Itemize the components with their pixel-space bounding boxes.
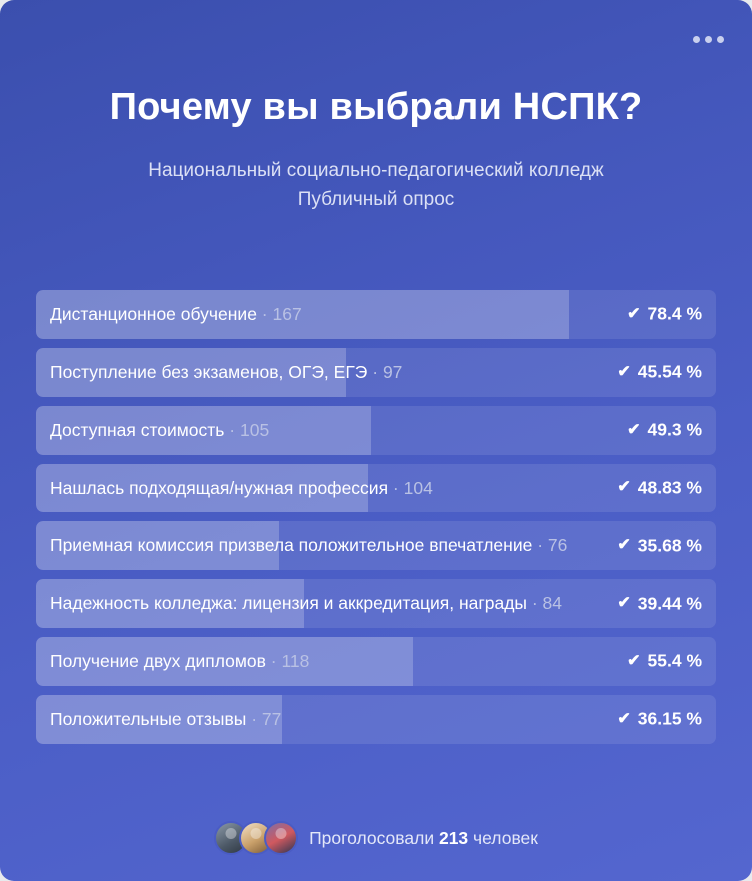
answer-percent-value: 45.54 % — [637, 361, 702, 382]
answer-label — [36, 348, 716, 397]
answer-percent — [617, 593, 702, 614]
poll-subtitle-line1: Национальный социально-педагогический колледж — [148, 159, 604, 181]
answer-percent — [617, 477, 702, 498]
answer-label — [36, 637, 716, 686]
check-icon: ✔ — [617, 594, 631, 612]
answer-vote-count: · 84 — [527, 593, 563, 614]
answer-label-text: Надежность колледжа: лицензия и аккредитация, награды — [50, 593, 527, 614]
poll-answer-option[interactable] — [36, 579, 716, 628]
answer-vote-count: · 118 — [265, 651, 310, 672]
voted-suffix: человек — [468, 827, 538, 848]
answer-percent-value: 78.4 % — [647, 303, 702, 324]
answer-vote-count: · 76 — [532, 535, 568, 556]
answer-percent-value: 39.44 % — [637, 593, 702, 614]
check-icon: ✔ — [627, 652, 641, 670]
poll-subtitle-line2: Публичный опрос — [297, 189, 455, 211]
poll-answer-option[interactable] — [36, 695, 716, 744]
answer-percent — [627, 651, 702, 672]
check-icon: ✔ — [617, 478, 631, 496]
answer-label-text: Дистанционное обучение — [50, 304, 257, 324]
answer-percent-value: 49.3 % — [647, 419, 702, 440]
answer-label-text: Нашлась подходящая/нужная профессия — [50, 477, 389, 498]
more-options-button[interactable] — [686, 26, 730, 52]
answer-percent — [627, 420, 702, 441]
voted-count-text — [309, 828, 538, 849]
answer-percent — [617, 362, 702, 383]
avatar — [264, 821, 298, 855]
answer-vote-count: · 77 — [246, 708, 282, 729]
more-dot-1 — [693, 36, 700, 43]
poll-answer-option[interactable] — [36, 348, 716, 397]
check-icon: ✔ — [627, 421, 641, 439]
answer-vote-count: · 167 — [256, 304, 302, 324]
answer-percent — [617, 709, 702, 730]
answer-label-text: Положительные отзывы — [50, 708, 247, 729]
voter-avatars — [214, 821, 298, 855]
more-dot-2 — [705, 36, 712, 43]
voted-prefix: Проголосовали — [309, 827, 439, 848]
check-icon: ✔ — [627, 305, 641, 323]
answer-label-text: Поступление без экзаменов, ОГЭ, ЕГЭ — [50, 361, 368, 382]
poll-answer-option[interactable] — [36, 637, 716, 686]
answer-percent — [617, 535, 702, 556]
voted-count: 213 — [438, 827, 469, 848]
poll-title: Почему вы выбрали НСПК? — [109, 86, 643, 128]
answer-label-text: Доступная стоимость — [50, 419, 225, 440]
answer-label — [36, 464, 716, 513]
answer-vote-count: · 104 — [388, 477, 433, 498]
answer-vote-count: · 97 — [367, 361, 403, 382]
answer-label — [36, 406, 716, 455]
answer-percent-value: 55.4 % — [647, 650, 702, 671]
poll-answers-list — [36, 290, 716, 753]
answer-label — [36, 521, 716, 570]
poll-answer-option[interactable] — [36, 521, 716, 570]
answer-percent-value: 36.15 % — [637, 708, 702, 729]
check-icon: ✔ — [617, 363, 631, 381]
answer-label — [36, 695, 716, 744]
answer-label — [36, 290, 716, 339]
poll-answer-option[interactable] — [36, 290, 716, 339]
answer-label-text: Получение двух дипломов — [50, 651, 266, 672]
poll-subtitle — [0, 130, 752, 215]
poll-footer — [0, 821, 752, 855]
answer-label — [36, 579, 716, 628]
answer-percent-value: 48.83 % — [637, 477, 702, 498]
check-icon: ✔ — [617, 710, 631, 728]
poll-answer-option[interactable] — [36, 406, 716, 455]
poll-answer-option[interactable] — [36, 464, 716, 513]
more-dot-3 — [717, 36, 724, 43]
answer-vote-count: · 105 — [224, 419, 270, 440]
answer-label-text: Приемная комиссия призвела положительное впечатление — [50, 535, 533, 556]
check-icon: ✔ — [617, 536, 631, 554]
answer-percent-value: 35.68 % — [637, 535, 702, 556]
answer-percent — [627, 304, 702, 325]
